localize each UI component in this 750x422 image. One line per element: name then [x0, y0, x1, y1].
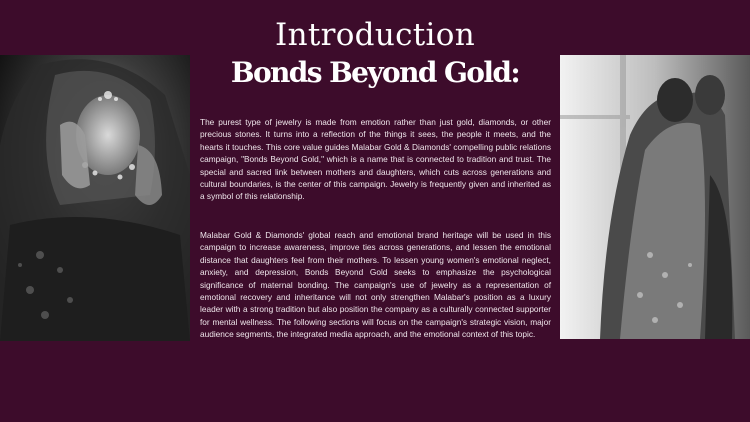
bride-photo: [0, 55, 190, 341]
intro-paragraph-1: The purest type of jewelry is made from emotion rather than just gold, diamonds, or other precious stones. It turns into a reflection of the things it sees, the people it meets, and the hearts it touches. This core value guides Malabar Gold & Diamonds' compelling public relations campaign, "Bonds Beyond Gold," which is a name that is connected to tradition and trust. The special and sacred link between mothers and daughters, which cuts across generations and cultural boundaries, is the center of this campaign. Jewelry is frequently given and inherited as a symbol of this relationship.: [200, 117, 551, 202]
intro-paragraph-2: Malabar Gold & Diamonds' global reach and emotional brand heritage will be used in this campaign to increase awareness, improve ties across generations, and lessen the emotional distance that daughters feel from their mothers. To lessen young women's emotional neglect, anxiety, and depression, Bonds Beyond Gold seeks to emphasize the psychological significance of maternal bonding. The campaign's use of jewelry as a representation of emotional recovery and inheritance will not only strengthen Malabar's position as a luxury leader with a strong tradition but also position the company as a culturally connected supporter for mental wellness. The following sections will focus on the campaign's strategic vision, major audience segments, the integrated media approach, and the emotional context of this topic.: [200, 230, 551, 340]
section-title: Introduction: [275, 17, 475, 53]
campaign-title: Bonds Beyond Gold:: [230, 56, 520, 89]
embrace-photo: [560, 55, 750, 339]
